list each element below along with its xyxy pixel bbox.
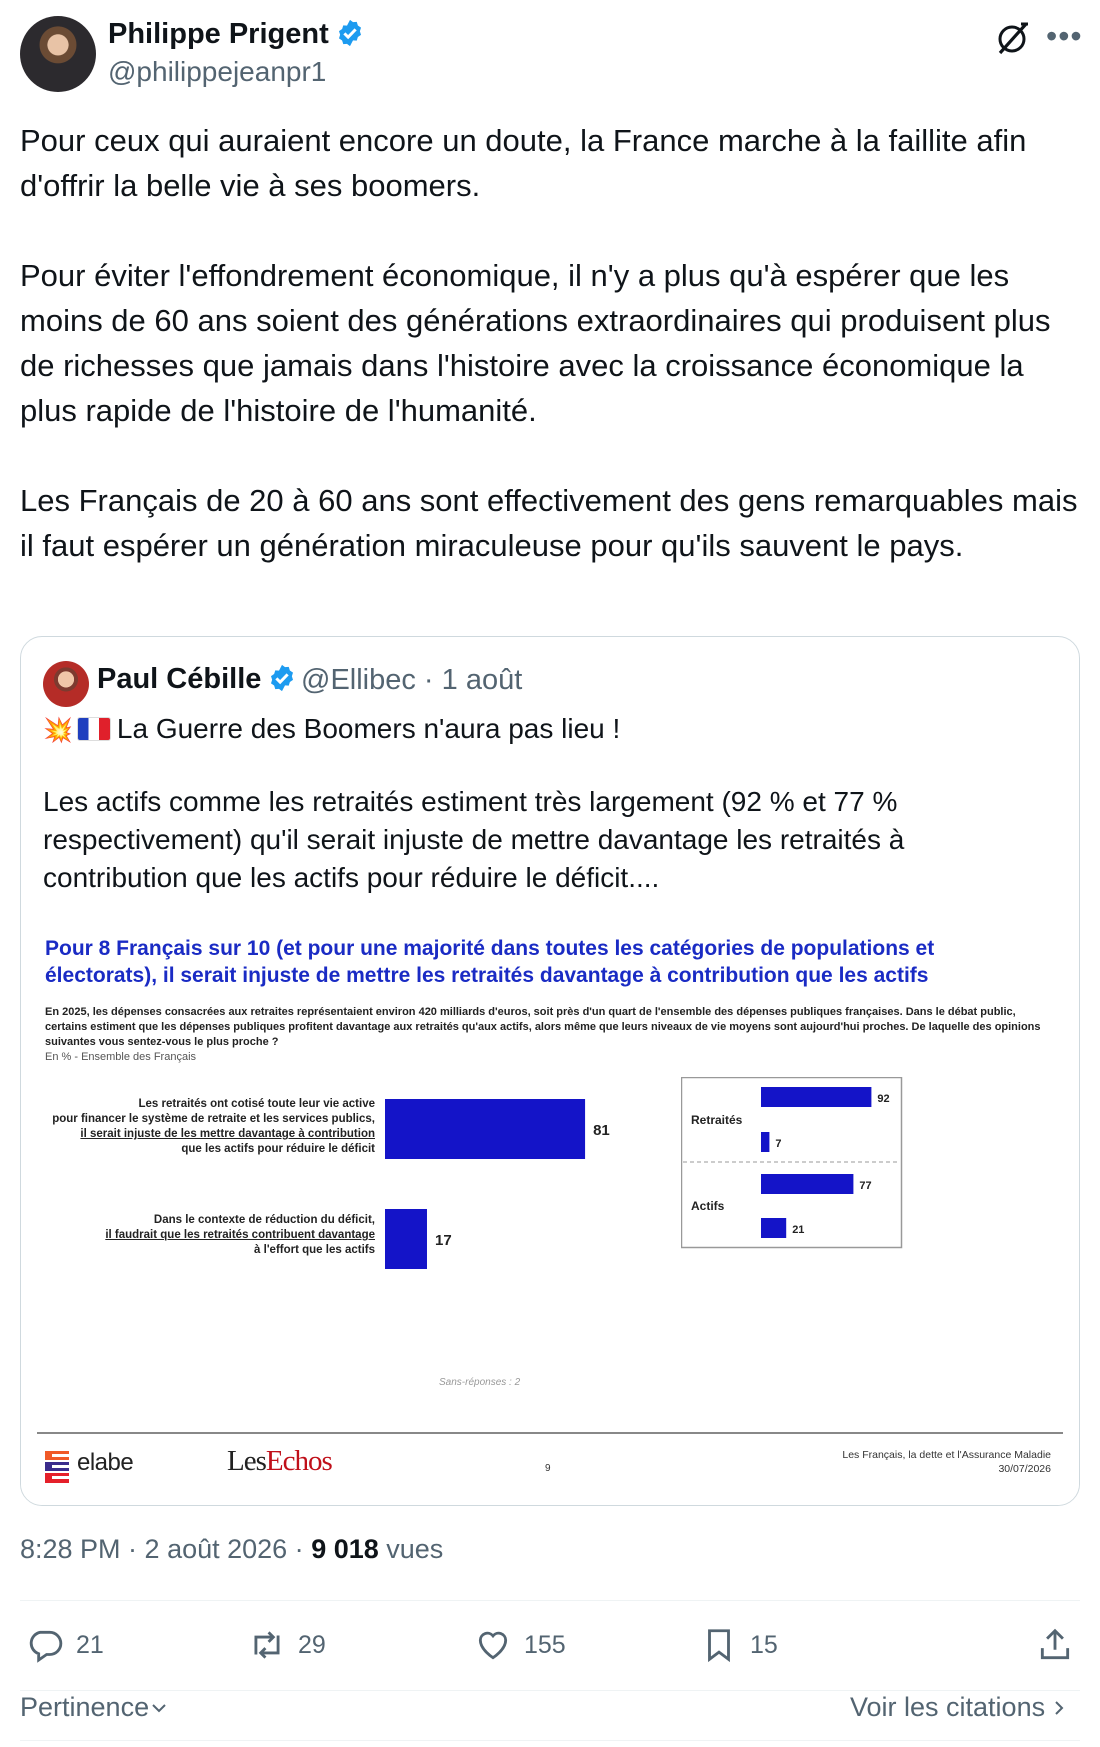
lesechos-les: Les [227, 1445, 266, 1477]
action-bar [20, 1620, 1080, 1670]
view-quotes-label: Voir les citations [850, 1692, 1046, 1722]
verified-badge-icon [267, 663, 297, 693]
views-count: 9 018 [311, 1534, 379, 1564]
reply-count: 21 [76, 1630, 104, 1659]
option-1-line: Les retraités ont cotisé toute leur vie active [138, 1098, 375, 1110]
views-label: vues [378, 1534, 444, 1564]
bar-1-label: 81 [593, 1122, 610, 1139]
infographic-page-number: 9 [545, 1463, 551, 1474]
chevron-down-icon [149, 1698, 169, 1718]
repost-button[interactable] [248, 1620, 326, 1670]
quoted-author-avatar[interactable] [43, 661, 89, 707]
breakdown-bar-2-2 [761, 1218, 786, 1238]
infographic-footnote [721, 1448, 1051, 1476]
bookmark-count: 15 [750, 1630, 778, 1659]
author-name[interactable]: Philippe Prigent [108, 18, 329, 50]
breakdown-bar-1-2-label: 7 [775, 1138, 782, 1150]
main-bar-chart [21, 1077, 1079, 1277]
breakdown-bar-1-1-label: 92 [877, 1093, 890, 1105]
lesechos-echos: Echos [265, 1445, 332, 1477]
option-2-line: Dans le contexte de réduction du déficit, [153, 1214, 375, 1226]
bar-2 [385, 1209, 427, 1269]
sort-label: Pertinence [20, 1692, 150, 1722]
option-2-line: à l'effort que les actifs [254, 1244, 375, 1256]
collision-emoji: 💥 [43, 717, 73, 744]
share-button[interactable] [1036, 1620, 1086, 1670]
infographic-image[interactable] [21, 927, 1079, 1505]
infographic-unit: En % - Ensemble des Français [45, 1051, 197, 1063]
repost-count: 29 [298, 1630, 326, 1659]
repost-icon [248, 1626, 286, 1664]
divider [20, 1740, 1080, 1741]
infographic-title: Pour 8 Français sur 10 (et pour une majorité dans toutes les catégories de populations et électorats), il serait injuste de mettre les retraités davantage à contribution que les actifs [45, 937, 935, 987]
divider [20, 1600, 1080, 1601]
option-1-line: que les actifs pour réduire le déficit [181, 1143, 375, 1155]
chevron-right-icon [1049, 1698, 1069, 1718]
author-handle[interactable]: @philippejeanpr1 [108, 56, 327, 87]
like-button[interactable] [474, 1620, 566, 1670]
option-1-line: pour financer le système de retraite et les services publics, [52, 1113, 375, 1125]
elabe-brand: elabe [77, 1449, 134, 1476]
author-name-row[interactable] [108, 18, 365, 51]
breakdown-bar-2-1-label: 77 [859, 1180, 872, 1192]
divider [20, 1690, 1080, 1691]
footnote-line: 30/07/2026 [998, 1463, 1051, 1475]
tweet-timestamp[interactable]: 8:28 PM · 2 août 2026 · [20, 1534, 312, 1564]
bookmark-button[interactable] [700, 1620, 778, 1670]
tweet-paragraph: Pour éviter l'effondrement économique, il n'y a plus qu'à espérer que les moins de 60 ans soient des générations extraordinaires qui produisent plus de richesses que jamais dans l'histoire avec la croissance économique la plus rapide de l'histoire de l'humanité. [20, 258, 1051, 428]
quoted-author-name-row[interactable] [97, 663, 297, 696]
breakdown-bar-1-2 [761, 1132, 769, 1152]
lesechos-brand [227, 1445, 332, 1478]
grok-icon[interactable] [994, 20, 1030, 56]
breakdown-bar-2-1 [761, 1174, 853, 1194]
bar-1 [385, 1099, 585, 1159]
quoted-first-line [43, 713, 620, 745]
breakdown-bar-chart [681, 1077, 911, 1257]
bar-2-label: 17 [434, 1232, 452, 1249]
share-icon [1036, 1626, 1074, 1664]
more-icon[interactable]: ••• [1046, 18, 1083, 54]
no-answer-note: Sans-réponses : 2 [439, 1377, 521, 1388]
verified-badge-icon [335, 18, 365, 48]
quoted-author-name[interactable]: Paul Cébille [97, 663, 262, 695]
sort-dropdown[interactable] [20, 1692, 169, 1723]
bookmark-icon [700, 1626, 738, 1664]
footer-divider [37, 1432, 1063, 1434]
tweet-text [20, 118, 1080, 613]
quoted-author-handle-date[interactable]: @Ellibec · 1 août [301, 664, 523, 696]
option-2-line: il faudrait que les retraités contribuent davantage [105, 1229, 375, 1241]
elabe-logo-icon [45, 1451, 69, 1483]
group-label-1: Retraités [691, 1113, 743, 1127]
like-count: 155 [524, 1630, 566, 1659]
quoted-tweet-card[interactable] [20, 636, 1080, 1506]
tweet-meta [20, 1534, 443, 1565]
france-flag-icon [77, 717, 111, 741]
breakdown-bar-1-1 [761, 1087, 871, 1107]
tweet-paragraph: Pour ceux qui auraient encore un doute, la France marche à la faillite afin d'offrir la belle vie à ses boomers. [20, 123, 1027, 203]
author-avatar[interactable] [20, 16, 96, 92]
footnote-line: Les Français, la dette et l'Assurance Maladie [842, 1449, 1051, 1461]
option-1-line: il serait injuste de les mettre davantage à contribution [80, 1128, 375, 1140]
reply-button[interactable] [26, 1620, 104, 1670]
quoted-headline: La Guerre des Boomers n'aura pas lieu ! [116, 713, 621, 744]
quoted-body: Les actifs comme les retraités estiment très largement (92 % et 77 % respectivement) qu'il serait injuste de mettre davantage les retraités à contribution que les actifs pour réduire le déficit.... [43, 786, 905, 893]
infographic-description: En 2025, les dépenses consacrées aux retraites représentaient environ 420 milliards d'euros, soit près d'un quart de l'ensemble des dépenses publiques françaises. Dans le débat public, certains estiment que les dépenses publiques profitent davantage aux retraités qu'aux actifs, alors même que leurs niveaux de vie moyens sont aujourd'hui proches. De laquelle des opinions suivantes vous sentez-vous le plus proche ? [45, 1006, 1041, 1048]
group-label-2: Actifs [691, 1199, 725, 1213]
view-quotes-link[interactable] [850, 1692, 1069, 1723]
heart-icon [474, 1626, 512, 1664]
reply-icon [26, 1626, 64, 1664]
tweet-paragraph: Les Français de 20 à 60 ans sont effectivement des gens remarquables mais il faut espérer un génération miraculeuse pour qu'ils sauvent le pays. [20, 483, 1078, 563]
breakdown-bar-2-2-label: 21 [792, 1224, 805, 1236]
